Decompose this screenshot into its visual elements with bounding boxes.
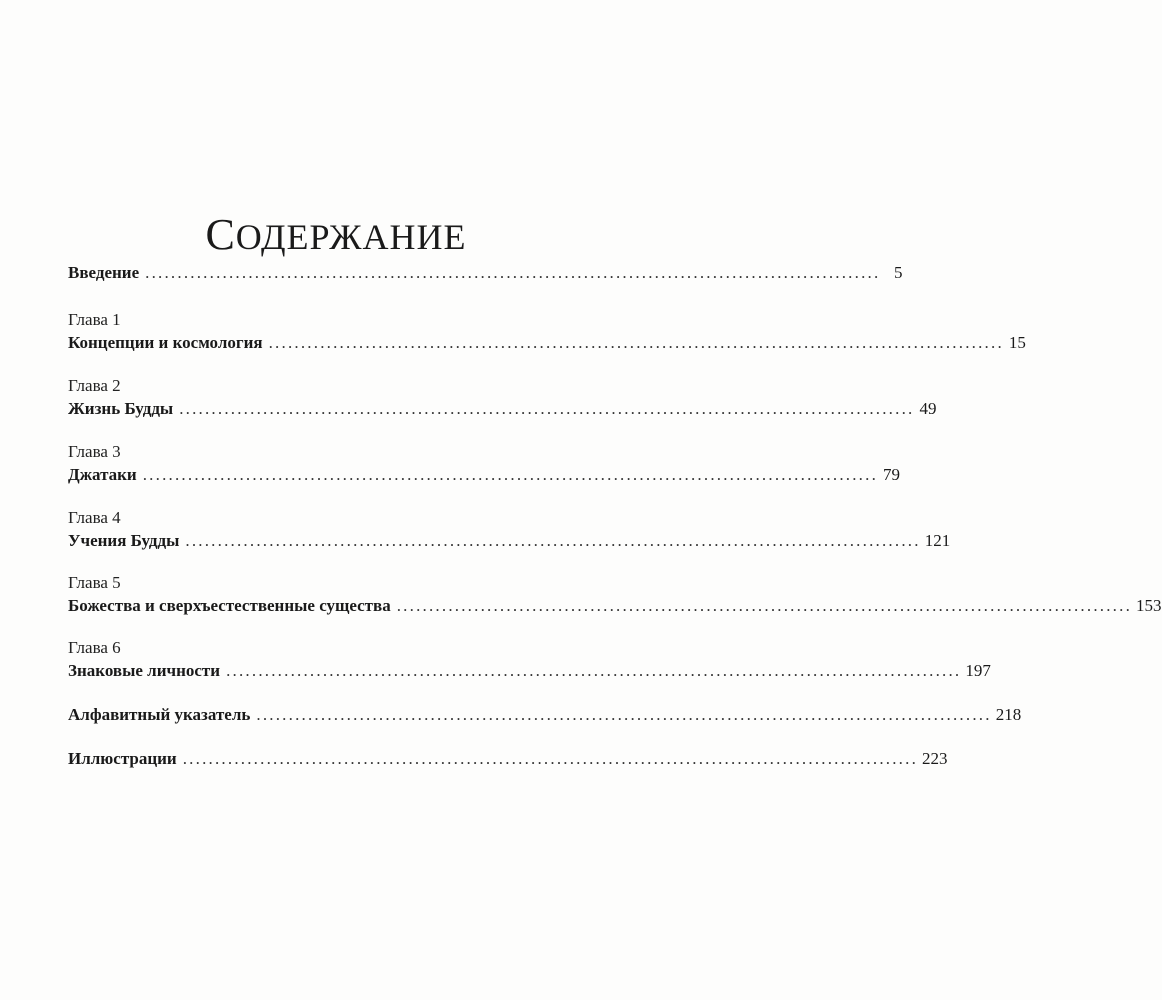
leader-dots: .................................................................................................................. bbox=[182, 749, 919, 768]
toc-page-number: 15 bbox=[1008, 333, 1026, 352]
toc-page-number: 79 bbox=[883, 465, 901, 484]
leader-dots: .................................................................................................................. bbox=[256, 705, 992, 724]
toc-entry-title: Знаковые личности bbox=[68, 661, 221, 680]
toc-entry-chapter-4[interactable] bbox=[68, 508, 951, 552]
chapter-label: Глава 3 bbox=[68, 442, 121, 461]
toc-entry-index[interactable] bbox=[68, 704, 1022, 726]
toc-page-number: 223 bbox=[922, 749, 948, 768]
toc-entry-chapter-5[interactable] bbox=[68, 573, 1162, 617]
toc-page-number: 49 bbox=[919, 399, 937, 418]
leader-dots: .................................................................................................................. bbox=[268, 333, 1004, 352]
toc-page-number: 121 bbox=[924, 531, 951, 550]
leader-dots: .................................................................................................................. bbox=[145, 263, 881, 282]
title-first-letter: С bbox=[205, 210, 236, 260]
title-rest: ОДЕРЖАНИЕ bbox=[235, 217, 467, 258]
toc-entry-title: Жизнь Будды bbox=[68, 399, 174, 418]
leader-dots: .................................................................................................................. bbox=[185, 531, 921, 550]
toc-page-number: 218 bbox=[995, 705, 1022, 724]
toc-entry-title: Джатаки bbox=[68, 465, 137, 484]
chapter-label: Глава 1 bbox=[68, 310, 121, 329]
toc-page-number: 197 bbox=[965, 661, 991, 680]
toc-entry-title: Учения Будды bbox=[68, 531, 180, 550]
leader-dots: .................................................................................................................. bbox=[179, 399, 915, 418]
toc-page-number: 5 bbox=[893, 263, 903, 282]
page-title bbox=[0, 209, 672, 263]
toc-entry-title: Божества и сверхъестественные существа bbox=[68, 596, 391, 615]
toc-entry-title: Введение bbox=[68, 263, 140, 282]
toc-entry-chapter-6[interactable] bbox=[68, 638, 991, 682]
chapter-label: Глава 2 bbox=[68, 376, 121, 395]
leader-dots: .................................................................................................................. bbox=[142, 465, 879, 484]
leader-dots: .................................................................................................................. bbox=[226, 661, 962, 680]
toc-entry-illustrations[interactable] bbox=[68, 748, 948, 770]
chapter-label: Глава 4 bbox=[68, 508, 121, 527]
leader-dots: .................................................................................................................. bbox=[396, 596, 1133, 615]
toc-entry-title: Концепции и космология bbox=[68, 333, 263, 352]
toc-entry-introduction[interactable] bbox=[68, 262, 903, 284]
toc-entry-title: Иллюстрации bbox=[68, 749, 177, 768]
toc-entry-chapter-3[interactable] bbox=[68, 442, 901, 486]
chapter-label: Глава 6 bbox=[68, 638, 121, 657]
toc-entry-chapter-2[interactable] bbox=[68, 376, 937, 420]
toc-entry-title: Алфавитный указатель bbox=[68, 705, 251, 724]
toc-entry-chapter-1[interactable] bbox=[68, 310, 1026, 354]
toc-page-number: 153 bbox=[1136, 596, 1162, 615]
chapter-label: Глава 5 bbox=[68, 573, 121, 592]
